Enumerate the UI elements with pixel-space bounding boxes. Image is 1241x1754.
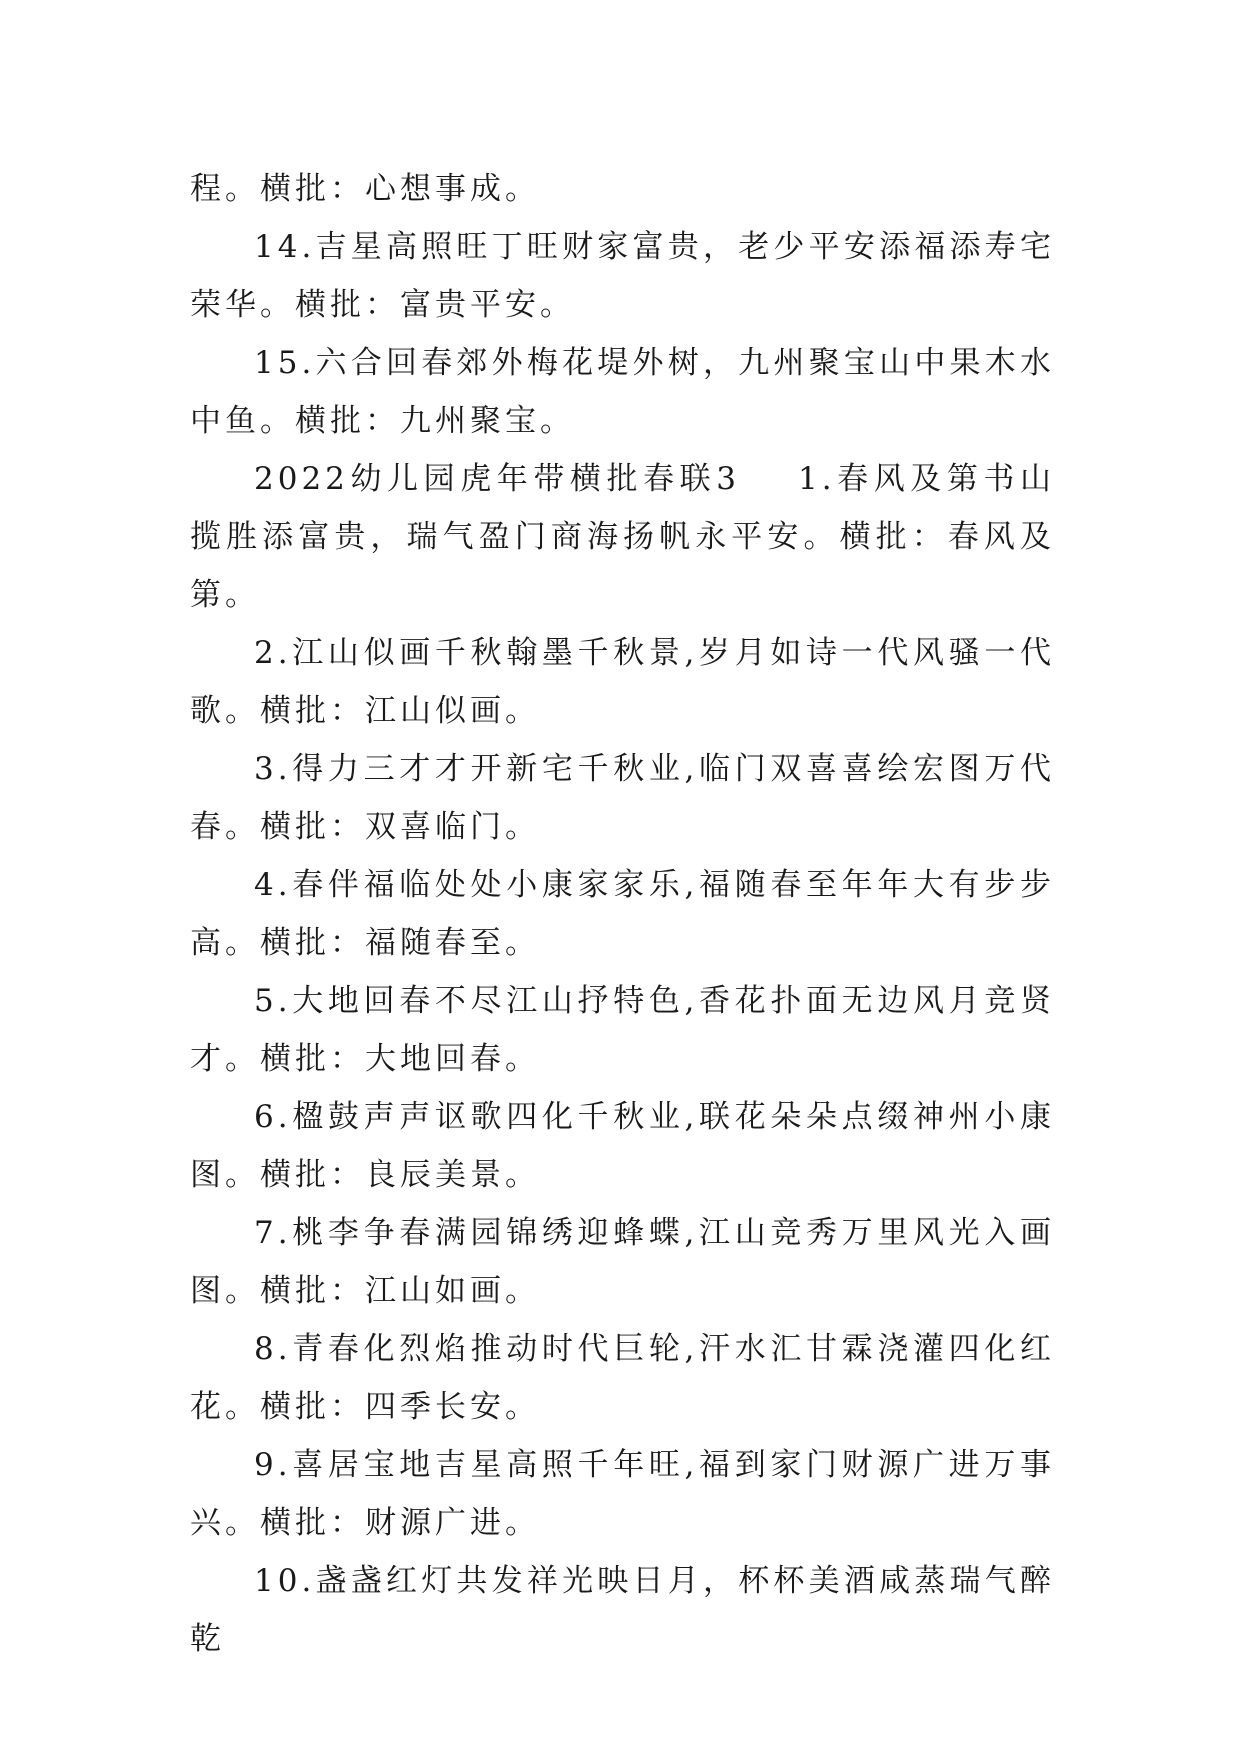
couplet-2: 2.江山似画千秋翰墨千秋景,岁月如诗一代风骚一代歌。横批：江山似画。 — [190, 635, 1055, 729]
couplet-6: 6.楹鼓声声讴歌四化千秋业,联花朵朵点缀神州小康图。横批：良辰美景。 — [190, 1099, 1055, 1193]
couplet-5: 5.大地回春不尽江山抒特色,香花扑面无边风月竞贤才。横批：大地回春。 — [190, 983, 1055, 1077]
couplet-9: 9.喜居宝地吉星高照千年旺,福到家门财源广进万事兴。横批：财源广进。 — [190, 1447, 1055, 1541]
couplet-10: 10.盏盏红灯共发祥光映日月，杯杯美酒咸蒸瑞气醉乾 — [190, 1563, 1055, 1657]
couplet-4: 4.春伴福临处处小康家家乐,福随春至年年大有步步高。横批：福随春至。 — [190, 867, 1055, 961]
couplet-8: 8.青春化烈焰推动时代巨轮,汗水汇甘霖浇灌四化红花。横批：四季长安。 — [190, 1331, 1055, 1425]
section-paragraph — [190, 450, 1055, 624]
couplet-3: 3.得力三才才开新宅千秋业,临门双喜喜绘宏图万代春。横批：双喜临门。 — [190, 751, 1055, 845]
couplet-14: 14.吉星高照旺丁旺财家富贵，老少平安添福添寿宅荣华。横批：富贵平安。 — [190, 229, 1055, 323]
document-body — [190, 160, 1055, 1668]
couplet-1: 1.春风及第书山揽胜添富贵，瑞气盈门商海扬帆永平安。横批：春风及第。 — [190, 461, 1056, 613]
couplet-7: 7.桃李争春满园锦绣迎蜂蝶,江山竞秀万里风光入画图。横批：江山如画。 — [190, 1215, 1055, 1309]
couplet-15: 15.六合回春郊外梅花堤外树，九州聚宝山中果木水中鱼。横批：九州聚宝。 — [190, 345, 1055, 439]
section-heading: 2022幼儿园虎年带横批春联3 — [254, 461, 740, 497]
paragraph-continuation: 程。横批：心想事成。 — [190, 171, 540, 207]
